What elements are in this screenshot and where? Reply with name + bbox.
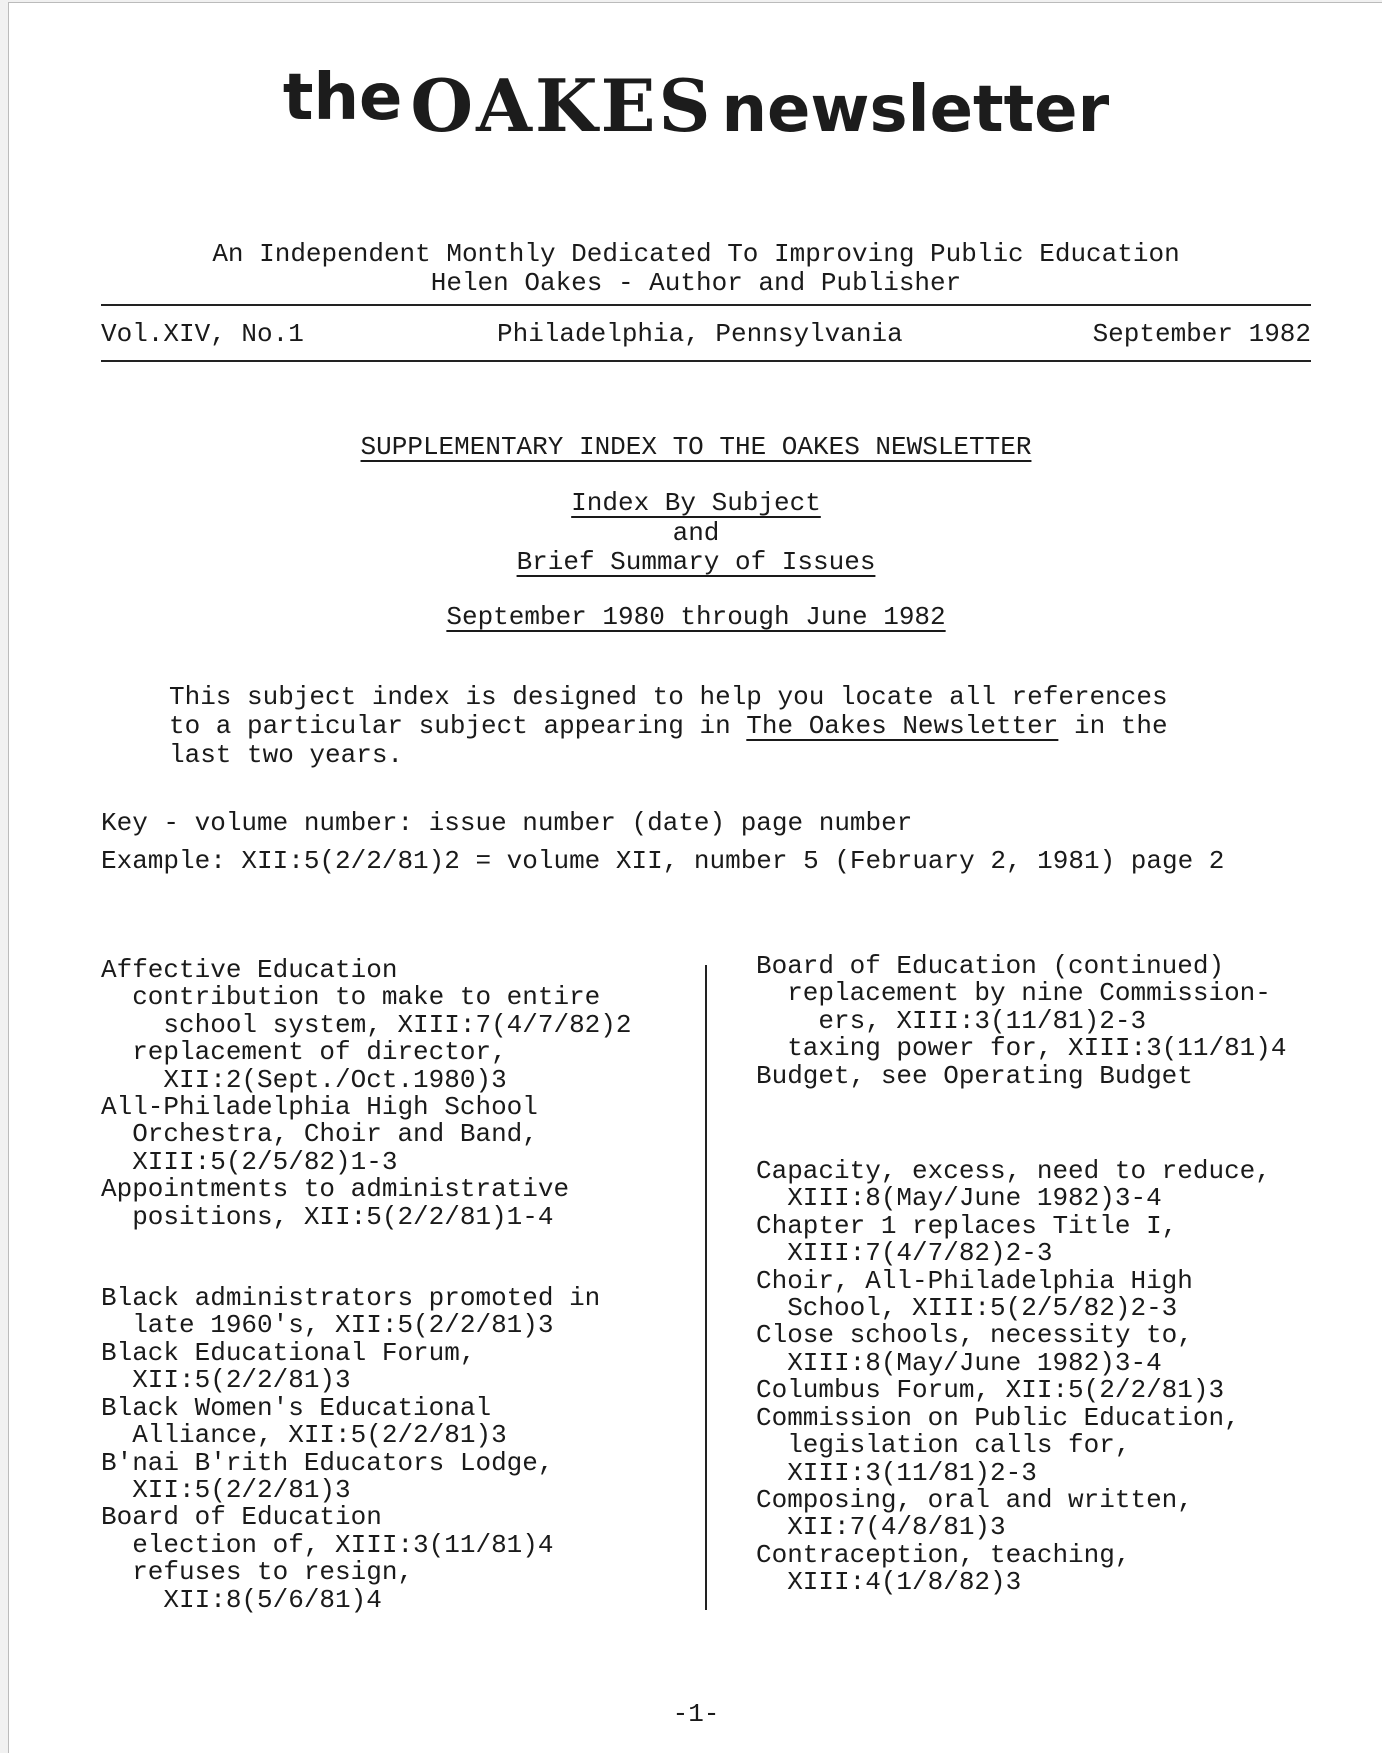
column-divider bbox=[705, 965, 707, 1610]
index-entry-detail: XIII:8(May/June 1982)3-4 bbox=[756, 1183, 1162, 1214]
intro-line-2-pre: to a particular subject appearing in bbox=[169, 711, 747, 741]
date-range bbox=[9, 602, 1382, 632]
key-line: Key - volume number: issue number (date) page number bbox=[101, 808, 913, 838]
byline: Helen Oakes - Author and Publisher bbox=[430, 268, 962, 298]
index-entry-detail: positions, XII:5(2/2/81)1-4 bbox=[101, 1201, 554, 1232]
index-entry-detail: School, XIII:5(2/5/82)2-3 bbox=[756, 1293, 1178, 1324]
index-entry-detail: ers, XIII:3(11/81)2-3 bbox=[756, 1005, 1147, 1036]
index-entry-detail: XIII:7(4/7/82)2-3 bbox=[756, 1238, 1053, 1269]
index-entry bbox=[756, 1060, 1287, 1091]
index-entry bbox=[756, 1265, 1287, 1324]
masthead-newsletter: newsletter bbox=[721, 73, 1110, 147]
subheading-2-text: Brief Summary of Issues bbox=[516, 547, 876, 577]
index-entry-heading: Capacity, excess, need to reduce, bbox=[756, 1156, 1271, 1187]
index-entry-heading: Columbus Forum, XII:5(2/2/81)3 bbox=[756, 1375, 1225, 1406]
index-entry-heading: Contraception, teaching, bbox=[756, 1539, 1131, 1570]
index-entry-heading: Composing, oral and written, bbox=[756, 1484, 1193, 1515]
index-entry-detail: XIII:5(2/5/82)1-3 bbox=[101, 1146, 398, 1177]
index-entry-detail: Alliance, XII:5(2/2/81)3 bbox=[101, 1420, 507, 1451]
index-entry-detail: election of, XIII:3(11/81)4 bbox=[101, 1529, 554, 1560]
subheading-brief-summary bbox=[9, 547, 1382, 577]
index-entry bbox=[756, 1377, 1287, 1404]
index-entry bbox=[756, 1210, 1287, 1269]
intro-line-1: This subject index is designed to help you locate all references bbox=[169, 682, 1168, 712]
intro-line-3: last two years. bbox=[169, 740, 404, 770]
subheading-1-text: Index By Subject bbox=[571, 488, 821, 518]
index-right-column bbox=[756, 953, 1287, 1597]
masthead-the: the bbox=[282, 61, 403, 135]
index-entry bbox=[756, 1402, 1287, 1488]
index-entry-detail: XIII:3(11/81)2-3 bbox=[756, 1457, 1037, 1488]
index-entry-detail: XII:7(4/8/81)3 bbox=[756, 1512, 1006, 1543]
index-entry-detail: XIII:8(May/June 1982)3-4 bbox=[756, 1347, 1162, 1378]
index-entry bbox=[101, 957, 632, 1094]
newsletter-page bbox=[8, 2, 1382, 1753]
example-line: Example: XII:5(2/2/81)2 = volume XII, number 5 (February 2, 1981) page 2 bbox=[101, 846, 1225, 876]
index-entry-heading: Appointments to administrative bbox=[101, 1174, 570, 1205]
masthead bbox=[9, 63, 1382, 148]
index-entry bbox=[756, 1539, 1287, 1598]
index-entry-heading: Affective Education bbox=[101, 955, 398, 985]
intro-paragraph bbox=[169, 683, 1168, 770]
subtitle: An Independent Monthly Dedicated To Improving Public Education bbox=[212, 239, 1180, 269]
index-entry-heading: Black administrators promoted in bbox=[101, 1283, 601, 1314]
intro-line-2-post: in the bbox=[1058, 711, 1168, 741]
date-range-text: September 1980 through June 1982 bbox=[446, 602, 946, 632]
index-entry-heading: Black Educational Forum, bbox=[101, 1337, 476, 1368]
index-entry bbox=[101, 1504, 632, 1614]
index-entry bbox=[756, 1322, 1287, 1377]
index-entry-heading: Budget, see Operating Budget bbox=[756, 1060, 1193, 1091]
index-entry-detail: XII:5(2/2/81)3 bbox=[101, 1365, 351, 1396]
index-entry-detail: school system, XIII:7(4/7/82)2 bbox=[101, 1009, 632, 1040]
index-entry bbox=[756, 1484, 1287, 1543]
index-entry-heading: Commission on Public Education, bbox=[756, 1402, 1240, 1433]
bottom-rule bbox=[101, 360, 1311, 362]
index-entry-heading: Black Women's Educational bbox=[101, 1392, 492, 1423]
index-heading bbox=[9, 432, 1382, 462]
letter-group-gap bbox=[756, 1090, 1287, 1158]
index-entry bbox=[756, 953, 1287, 1063]
index-entry-detail: Orchestra, Choir and Band, bbox=[101, 1119, 538, 1150]
subheading-and: and bbox=[672, 518, 720, 548]
index-entry-detail: XII:2(Sept./Oct.1980)3 bbox=[101, 1064, 507, 1095]
index-entry-heading: Board of Education (continued) bbox=[756, 951, 1225, 981]
index-entry-detail: replacement by nine Commission- bbox=[756, 978, 1271, 1009]
index-entry-detail: XIII:4(1/8/82)3 bbox=[756, 1567, 1022, 1598]
index-entry-detail: replacement of director, bbox=[101, 1037, 507, 1068]
index-entry bbox=[101, 1094, 632, 1176]
volume-number: Vol.XIV, No.1 bbox=[101, 319, 304, 349]
index-entry-heading: All-Philadelphia High School bbox=[101, 1092, 538, 1123]
index-entry-heading: Board of Education bbox=[101, 1502, 382, 1533]
index-entry bbox=[101, 1337, 632, 1396]
index-entry-detail: late 1960's, XII:5(2/2/81)3 bbox=[101, 1310, 554, 1341]
page-number: -1- bbox=[672, 1699, 720, 1729]
subheading-index-by-subject bbox=[9, 488, 1382, 518]
top-rule bbox=[101, 304, 1311, 306]
index-left-column bbox=[101, 957, 632, 1614]
location: Philadelphia, Pennsylvania bbox=[497, 319, 903, 349]
index-heading-text: SUPPLEMENTARY INDEX TO THE OAKES NEWSLETTER bbox=[360, 432, 1032, 462]
index-entry bbox=[101, 1176, 632, 1231]
index-entry-detail: refuses to resign, bbox=[101, 1557, 414, 1588]
index-entry-detail: XII:5(2/2/81)3 bbox=[101, 1474, 351, 1505]
index-entry-detail: legislation calls for, bbox=[756, 1430, 1131, 1461]
index-entry bbox=[101, 1392, 632, 1451]
index-entry bbox=[101, 1447, 632, 1505]
letter-group-gap bbox=[101, 1231, 632, 1285]
index-entry bbox=[101, 1285, 632, 1340]
issue-date: September 1982 bbox=[1092, 319, 1311, 349]
index-entry-heading: Chapter 1 replaces Title I, bbox=[756, 1210, 1178, 1241]
index-entry-heading: B'nai B'rith Educators Lodge, bbox=[101, 1447, 554, 1478]
newsletter-title-ref: The Oakes Newsletter bbox=[746, 711, 1059, 741]
index-entry-heading: Close schools, necessity to, bbox=[756, 1320, 1193, 1351]
index-entry-detail: XII:8(5/6/81)4 bbox=[101, 1584, 382, 1615]
index-entry-detail: contribution to make to entire bbox=[101, 982, 601, 1013]
index-entry-detail: taxing power for, XIII:3(11/81)4 bbox=[756, 1033, 1287, 1064]
index-entry-heading: Choir, All-Philadelphia High bbox=[756, 1265, 1193, 1296]
index-entry bbox=[756, 1158, 1287, 1213]
masthead-oakes: OAKES bbox=[410, 63, 714, 148]
